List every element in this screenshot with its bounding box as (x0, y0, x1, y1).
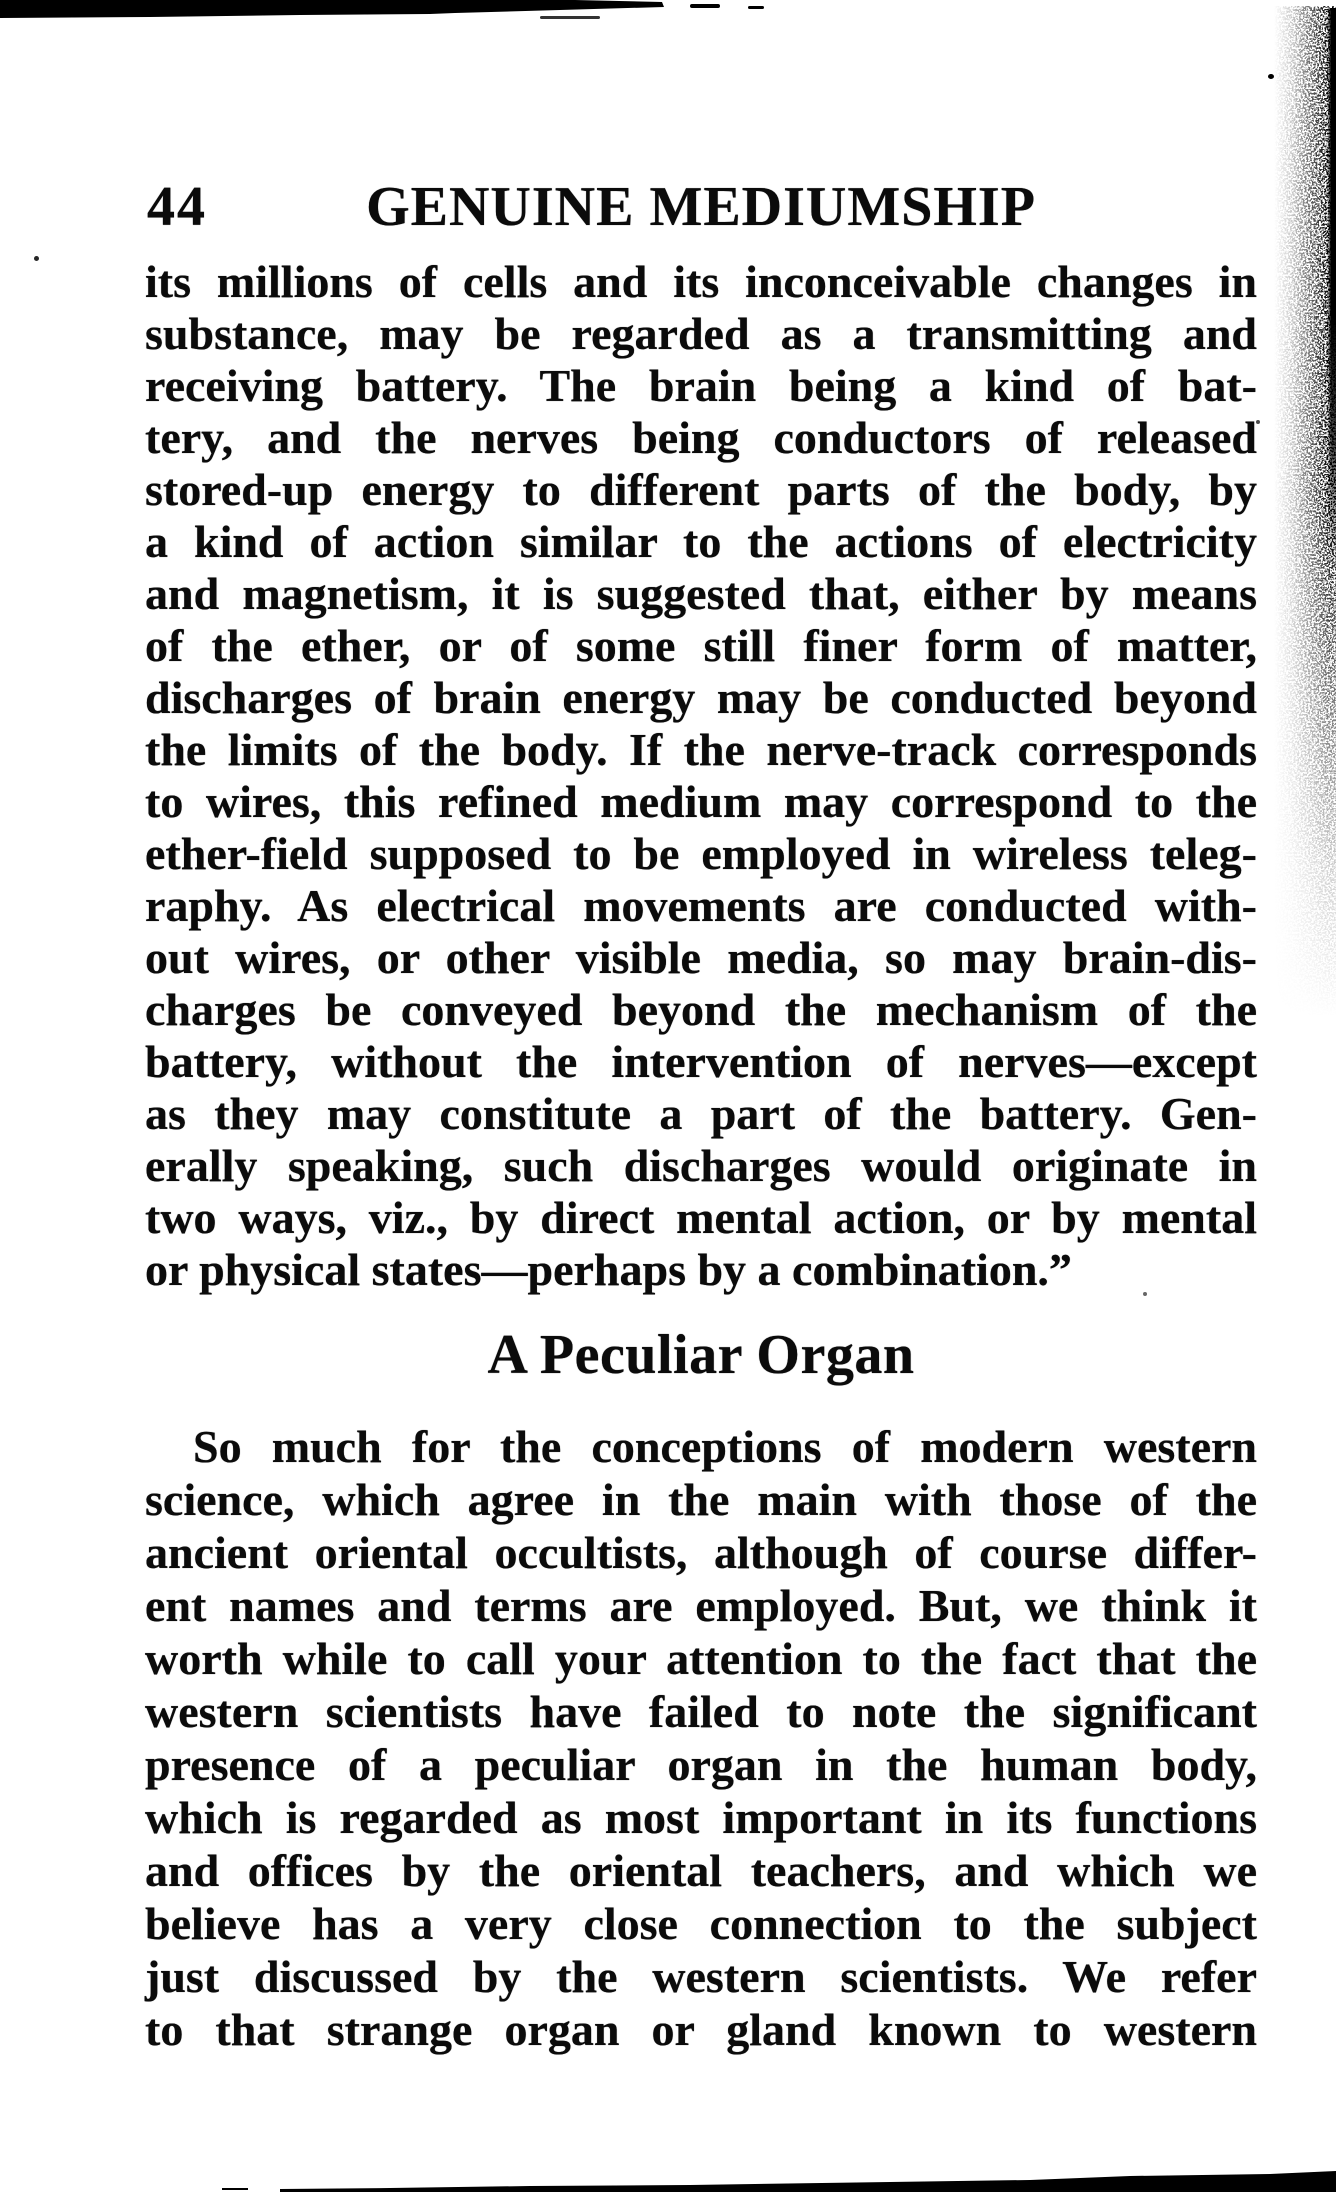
text-line: receiving battery. The brain being a kind of bat- (145, 360, 1257, 411)
text-line: stored-up energy to different parts of the body, by (145, 464, 1257, 515)
running-title: GENUINE MEDIUMSHIP (366, 176, 1036, 238)
text-line: just discussed by the western scientists. We refer (145, 1951, 1257, 2002)
text-line: of the ether, or of some still finer form of matter, (145, 620, 1257, 671)
text-line: discharges of brain energy may be conducted beyond (145, 672, 1257, 723)
text-line: two ways, viz., by direct mental action, or by mental (145, 1192, 1257, 1243)
text-line: believe has a very close connection to the subject (145, 1898, 1257, 1949)
paragraph-2 (145, 1420, 1257, 2056)
text-line: western scientists have failed to note the significant (145, 1686, 1257, 1737)
text-line: a kind of action similar to the actions of electricity (145, 516, 1257, 567)
page-number: 44 (147, 176, 207, 238)
text-line: So much for the conceptions of modern western (193, 1421, 1257, 1472)
text-line: or physical states—perhaps by a combination.” (145, 1244, 1072, 1295)
scan-speck (1268, 74, 1274, 79)
text-line: the limits of the body. If the nerve-track corresponds (145, 724, 1257, 775)
text-line: which is regarded as most important in its functions (145, 1792, 1257, 1843)
text-line: and magnetism, it is suggested that, either by means (145, 568, 1257, 619)
body-text (145, 256, 1257, 2056)
scan-artifact-top-dash (690, 4, 720, 8)
text-line: to that strange organ or gland known to western (145, 2004, 1257, 2055)
text-column (145, 178, 1257, 2056)
text-line: substance, may be regarded as a transmitting and (145, 308, 1257, 359)
text-line: worth while to call your attention to the fact that the (145, 1633, 1257, 1684)
page-header (145, 178, 1257, 236)
text-line: ether-field supposed to be employed in wireless teleg- (145, 828, 1257, 879)
text-line: out wires, or other visible media, so may brain-dis- (145, 932, 1257, 983)
text-line: presence of a peculiar organ in the human body, (145, 1739, 1257, 1790)
text-line: battery, without the intervention of nerves—except (145, 1036, 1257, 1087)
text-line: ancient oriental occultists, although of course differ- (145, 1527, 1257, 1578)
text-line: its millions of cells and its inconceivable changes in (145, 256, 1257, 307)
scan-artifact-top-dash (540, 16, 600, 19)
scan-artifact-right-edge (1327, 8, 1336, 568)
text-line: ent names and terms are employed. But, we think it (145, 1580, 1257, 1631)
text-line: erally speaking, such discharges would originate in (145, 1140, 1257, 1191)
text-line: science, which agree in the main with those of the (145, 1474, 1257, 1525)
text-line: charges be conveyed beyond the mechanism of the (145, 984, 1257, 1035)
scan-speck (34, 256, 39, 261)
text-line: as they may constitute a part of the battery. Gen- (145, 1088, 1257, 1139)
text-line: and offices by the oriental teachers, and which we (145, 1845, 1257, 1896)
scan-artifact-bottom-bar (270, 2168, 1336, 2192)
paragraph-1 (145, 256, 1257, 1296)
scan-artifact-top-dash (748, 6, 764, 9)
section-heading: A Peculiar Organ (487, 1324, 915, 1386)
scan-artifact-bottom-dash (222, 2188, 248, 2190)
text-line: raphy. As electrical movements are conducted with- (145, 880, 1257, 931)
text-line: tery, and the nerves being conductors of released (145, 412, 1257, 463)
scan-artifact-top-bar (0, 0, 790, 22)
text-line: to wires, this refined medium may correspond to the (145, 776, 1257, 827)
